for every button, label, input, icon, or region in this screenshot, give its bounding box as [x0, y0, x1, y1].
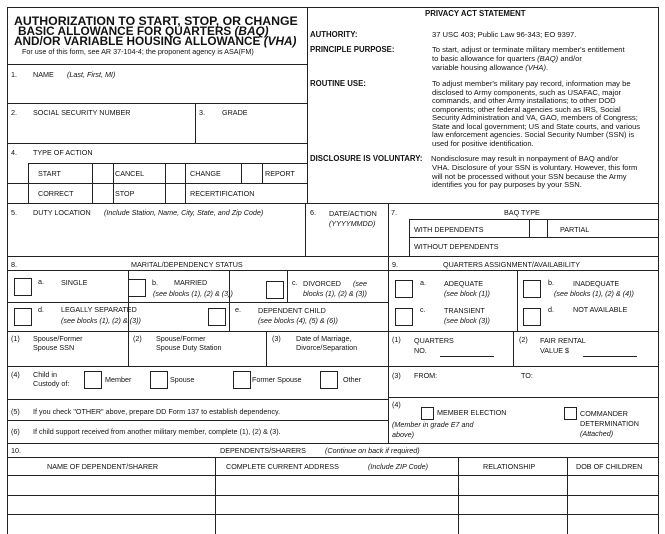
duty-location-field[interactable]: [10, 220, 303, 254]
custody-label-a: Child in: [33, 370, 57, 379]
legally-separated-label: LEGALLY SEPARATED: [61, 305, 137, 314]
name-hint: (Last, First, MI): [67, 70, 116, 79]
commander-label-a: COMMANDER: [580, 409, 628, 418]
table-row[interactable]: [8, 496, 658, 513]
block10-number: 10.: [11, 446, 21, 455]
note6-text: If child support received from another military member, complete (1), (2) & (3).: [33, 427, 281, 436]
purpose-line3: variable housing allowance (VHA).: [432, 63, 549, 72]
spouse-ssn-label-a: Spouse/Former: [33, 334, 83, 343]
member-election-hint-a: (Member in grade E7 and: [392, 420, 474, 429]
transient-letter: c.: [420, 305, 426, 314]
name-field[interactable]: [10, 82, 304, 101]
commander-label-b: DETERMINATION: [580, 419, 639, 428]
legally-separated-checkbox[interactable]: [14, 308, 32, 326]
spouse-duty-label-b: Spouse Duty Station: [156, 343, 222, 352]
type-of-action-label: TYPE OF ACTION: [33, 148, 93, 157]
form-title-line2: BASIC ALLOWANCE FOR QUARTERS (BAQ): [18, 24, 269, 38]
custody-member-label: Member: [105, 375, 132, 384]
dependent-child-letter: e.: [235, 305, 241, 314]
block3-number: 3.: [199, 108, 205, 117]
custody-other-label: Other: [343, 375, 361, 384]
election-number: (4): [392, 400, 401, 409]
block2-number: 2.: [11, 108, 17, 117]
transient-checkbox[interactable]: [395, 308, 413, 326]
report-checkbox[interactable]: [242, 164, 261, 182]
col-address-hint: (Include ZIP Code): [368, 462, 429, 471]
col-relationship-header: RELATIONSHIP: [483, 462, 536, 471]
custody-other-checkbox[interactable]: [320, 371, 338, 389]
from-number: (3): [392, 371, 401, 380]
marriage-date-label-a: Date of Marriage,: [296, 334, 352, 343]
divorced-letter: c.: [292, 278, 298, 287]
not-available-label: NOT AVAILABLE: [573, 305, 628, 314]
block4-number: 4.: [11, 148, 17, 157]
member-election-hint-b: above): [392, 430, 414, 439]
marital-status-label: MARITAL/DEPENDENCY STATUS: [131, 260, 243, 269]
custody-member-checkbox[interactable]: [84, 371, 102, 389]
change-checkbox[interactable]: [166, 164, 185, 182]
block1-number: 1.: [11, 70, 17, 79]
disclosure-text: VHA. Disclosure of your SSN is voluntary. However, this form will not be processed without your SSN because the Army identifies you for pay purposes by your SSN.: [432, 163, 638, 189]
col-dob-header: DOB OF CHILDREN: [576, 462, 643, 471]
transient-label: TRANSIENT: [444, 306, 485, 315]
legally-separated-letter: d.: [38, 305, 44, 314]
member-election-label: MEMBER ELECTION: [437, 408, 507, 417]
block6-number: 6.: [310, 208, 316, 217]
block5-number: 5.: [11, 208, 17, 217]
spouse-ssn-number: (1): [11, 334, 20, 343]
transient-hint: (see block (3)): [444, 316, 490, 325]
divorced-see: (see: [353, 279, 367, 288]
quarters-no-label-a: QUARTERS: [414, 336, 454, 345]
routine-text: To adjust member's military pay record, information may be disclosed to Army components, such as USAFAC, major commands, and other Army installations; to other DOD components; other federal agencies such as IRS, Social Security Administration and VA, GAO, members of Congress; State and local government; US and State courts, and various law enforcement agencies. Social Security Number (SSN) is used for positive identification.: [432, 79, 641, 148]
married-letter: b.: [152, 278, 158, 287]
to-field[interactable]: [540, 370, 650, 384]
legally-separated-hint: (see blocks (1), (2) & (3)): [61, 316, 141, 325]
cancel-checkbox[interactable]: [93, 164, 112, 182]
single-checkbox[interactable]: [14, 278, 32, 296]
col-address-header: COMPLETE CURRENT ADDRESS: [226, 462, 339, 471]
recertification-label: RECERTIFICATION: [190, 189, 255, 198]
purpose-line1: To start, adjust or terminate military member's entitlement: [432, 45, 625, 54]
stop-label: STOP: [115, 189, 135, 198]
form-title-line3: AND/OR VARIABLE HOUSING ALLOWANCE (VHA): [14, 34, 297, 48]
custody-spouse-checkbox[interactable]: [150, 371, 168, 389]
dependents-label: DEPENDENTS/SHARERS: [220, 446, 306, 455]
inadequate-checkbox[interactable]: [523, 280, 541, 298]
correct-checkbox[interactable]: [8, 184, 27, 202]
recertification-checkbox[interactable]: [166, 184, 185, 202]
adequate-checkbox[interactable]: [395, 280, 413, 298]
commander-label-c: (Attached): [580, 429, 614, 438]
not-available-checkbox[interactable]: [523, 308, 541, 326]
purpose-line2: to basic allowance for quarters (BAQ) and/or: [432, 54, 582, 63]
grade-label: GRADE: [222, 108, 248, 117]
inadequate-label: INADEQUATE: [573, 279, 620, 288]
disclosure-line1: Nondisclosure may result in nonpayment of BAQ and/or: [431, 154, 619, 163]
to-label: TO:: [521, 371, 533, 380]
inadequate-hint: (see blocks (1), (2) & (4)): [554, 289, 634, 298]
custody-former-spouse-label: Former Spouse: [252, 375, 302, 384]
date-action-label: DATE/ACTION: [329, 209, 377, 218]
report-label: REPORT: [265, 169, 295, 178]
single-label: SINGLE: [61, 278, 88, 287]
duty-location-hint: (Include Station, Name, City, State, and Zip Code): [104, 208, 264, 217]
adequate-hint: (see block (1)): [444, 289, 490, 298]
change-label: CHANGE: [190, 169, 221, 178]
with-dependents-label: WITH DEPENDENTS: [414, 225, 484, 234]
custody-spouse-label: Spouse: [170, 375, 195, 384]
custody-former-spouse-checkbox[interactable]: [233, 371, 251, 389]
form-title-line1: AUTHORIZATION TO START, STOP, OR CHANGE: [14, 14, 298, 28]
divorced-label: DIVORCED: [303, 279, 341, 288]
block9-number: 9.: [392, 260, 398, 269]
table-row[interactable]: [8, 476, 658, 494]
adequate-label: ADEQUATE: [444, 279, 484, 288]
partial-checkbox[interactable]: [530, 220, 546, 236]
note5-number: (5): [11, 407, 20, 416]
partial-label: PARTIAL: [560, 225, 590, 234]
divorced-hint: blocks (1), (2) & (3)): [303, 289, 367, 298]
single-letter: a.: [38, 277, 44, 286]
note5-text: If you check "OTHER" above, prepare DD Form 137 to establish dependency.: [33, 407, 281, 416]
cancel-label: CANCEL: [115, 169, 145, 178]
authority-text: 37 USC 403; Public Law 96-343; EO 9397.: [432, 30, 577, 39]
block7-number: 7.: [391, 208, 397, 217]
privacy-title: PRIVACY ACT STATEMENT: [425, 9, 526, 18]
start-checkbox[interactable]: [8, 164, 27, 182]
dependent-child-label: DEPENDENT CHILD: [258, 306, 326, 315]
col-name-header: NAME OF DEPENDENT/SHARER: [47, 462, 159, 471]
dependent-child-checkbox[interactable]: [208, 308, 226, 326]
dependents-hint: (Continue on back if required): [325, 446, 420, 455]
start-label: START: [38, 169, 61, 178]
form-use-note: For use of this form, see AR 37-104-4; the proponent agency is ASA(FM): [22, 47, 254, 56]
block8-number: 8.: [11, 260, 17, 269]
fair-rental-number: (2): [519, 335, 528, 344]
not-available-letter: d.: [548, 305, 554, 314]
fair-rental-label-a: FAIR RENTAL: [540, 336, 586, 345]
dependent-child-hint: (see blocks (4), (5) & (6)): [258, 316, 338, 325]
duty-location-label: DUTY LOCATION: [33, 208, 91, 217]
marriage-date-number: (3): [272, 334, 281, 343]
fair-rental-label-b: VALUE $: [540, 346, 570, 355]
from-label: FROM:: [414, 371, 438, 380]
quarters-no-label-b: NO.: [414, 346, 427, 355]
date-action-hint: (YYYYMMDD): [329, 219, 376, 228]
ssn-field[interactable]: [10, 120, 192, 141]
without-dependents-checkbox[interactable]: [390, 238, 408, 255]
grade-field[interactable]: [198, 120, 304, 141]
note6-number: (6): [11, 427, 20, 436]
spouse-duty-number: (2): [133, 334, 142, 343]
quarters-label: QUARTERS ASSIGNMENT/AVAILABILITY: [443, 260, 580, 269]
married-checkbox[interactable]: [128, 279, 146, 297]
spouse-duty-label-a: Spouse/Former: [156, 334, 206, 343]
married-label: MARRIED: [174, 278, 208, 287]
inadequate-letter: b.: [548, 278, 554, 287]
commander-determination-checkbox[interactable]: [564, 407, 577, 420]
purpose-label: PRINCIPLE PURPOSE:: [310, 45, 395, 54]
member-election-checkbox[interactable]: [421, 407, 434, 420]
with-dependents-checkbox[interactable]: [390, 220, 408, 236]
stop-checkbox[interactable]: [93, 184, 112, 202]
divorced-checkbox[interactable]: [266, 281, 284, 299]
from-field[interactable]: [440, 370, 510, 384]
disclosure-label: DISCLOSURE IS VOLUNTARY:: [310, 154, 423, 163]
marriage-date-label-b: Divorce/Separation: [296, 343, 358, 352]
name-label: NAME: [33, 70, 54, 79]
ssn-label: SOCIAL SECURITY NUMBER: [33, 108, 131, 117]
custody-number: (4): [11, 370, 20, 379]
date-action-field[interactable]: [308, 232, 386, 254]
routine-label: ROUTINE USE:: [310, 79, 366, 88]
custody-label-b: Custody of:: [33, 379, 70, 388]
table-row[interactable]: [8, 515, 658, 532]
married-hint: (see blocks (1), (2) & (3)): [153, 289, 233, 298]
adequate-letter: a.: [420, 278, 426, 287]
authority-label: AUTHORITY:: [310, 30, 358, 39]
correct-label: CORRECT: [38, 189, 74, 198]
baq-type-label: BAQ TYPE: [504, 208, 540, 217]
without-dependents-label: WITHOUT DEPENDENTS: [414, 242, 499, 251]
spouse-ssn-label-b: Spouse SSN: [33, 343, 75, 352]
quarters-no-number: (1): [392, 335, 401, 344]
